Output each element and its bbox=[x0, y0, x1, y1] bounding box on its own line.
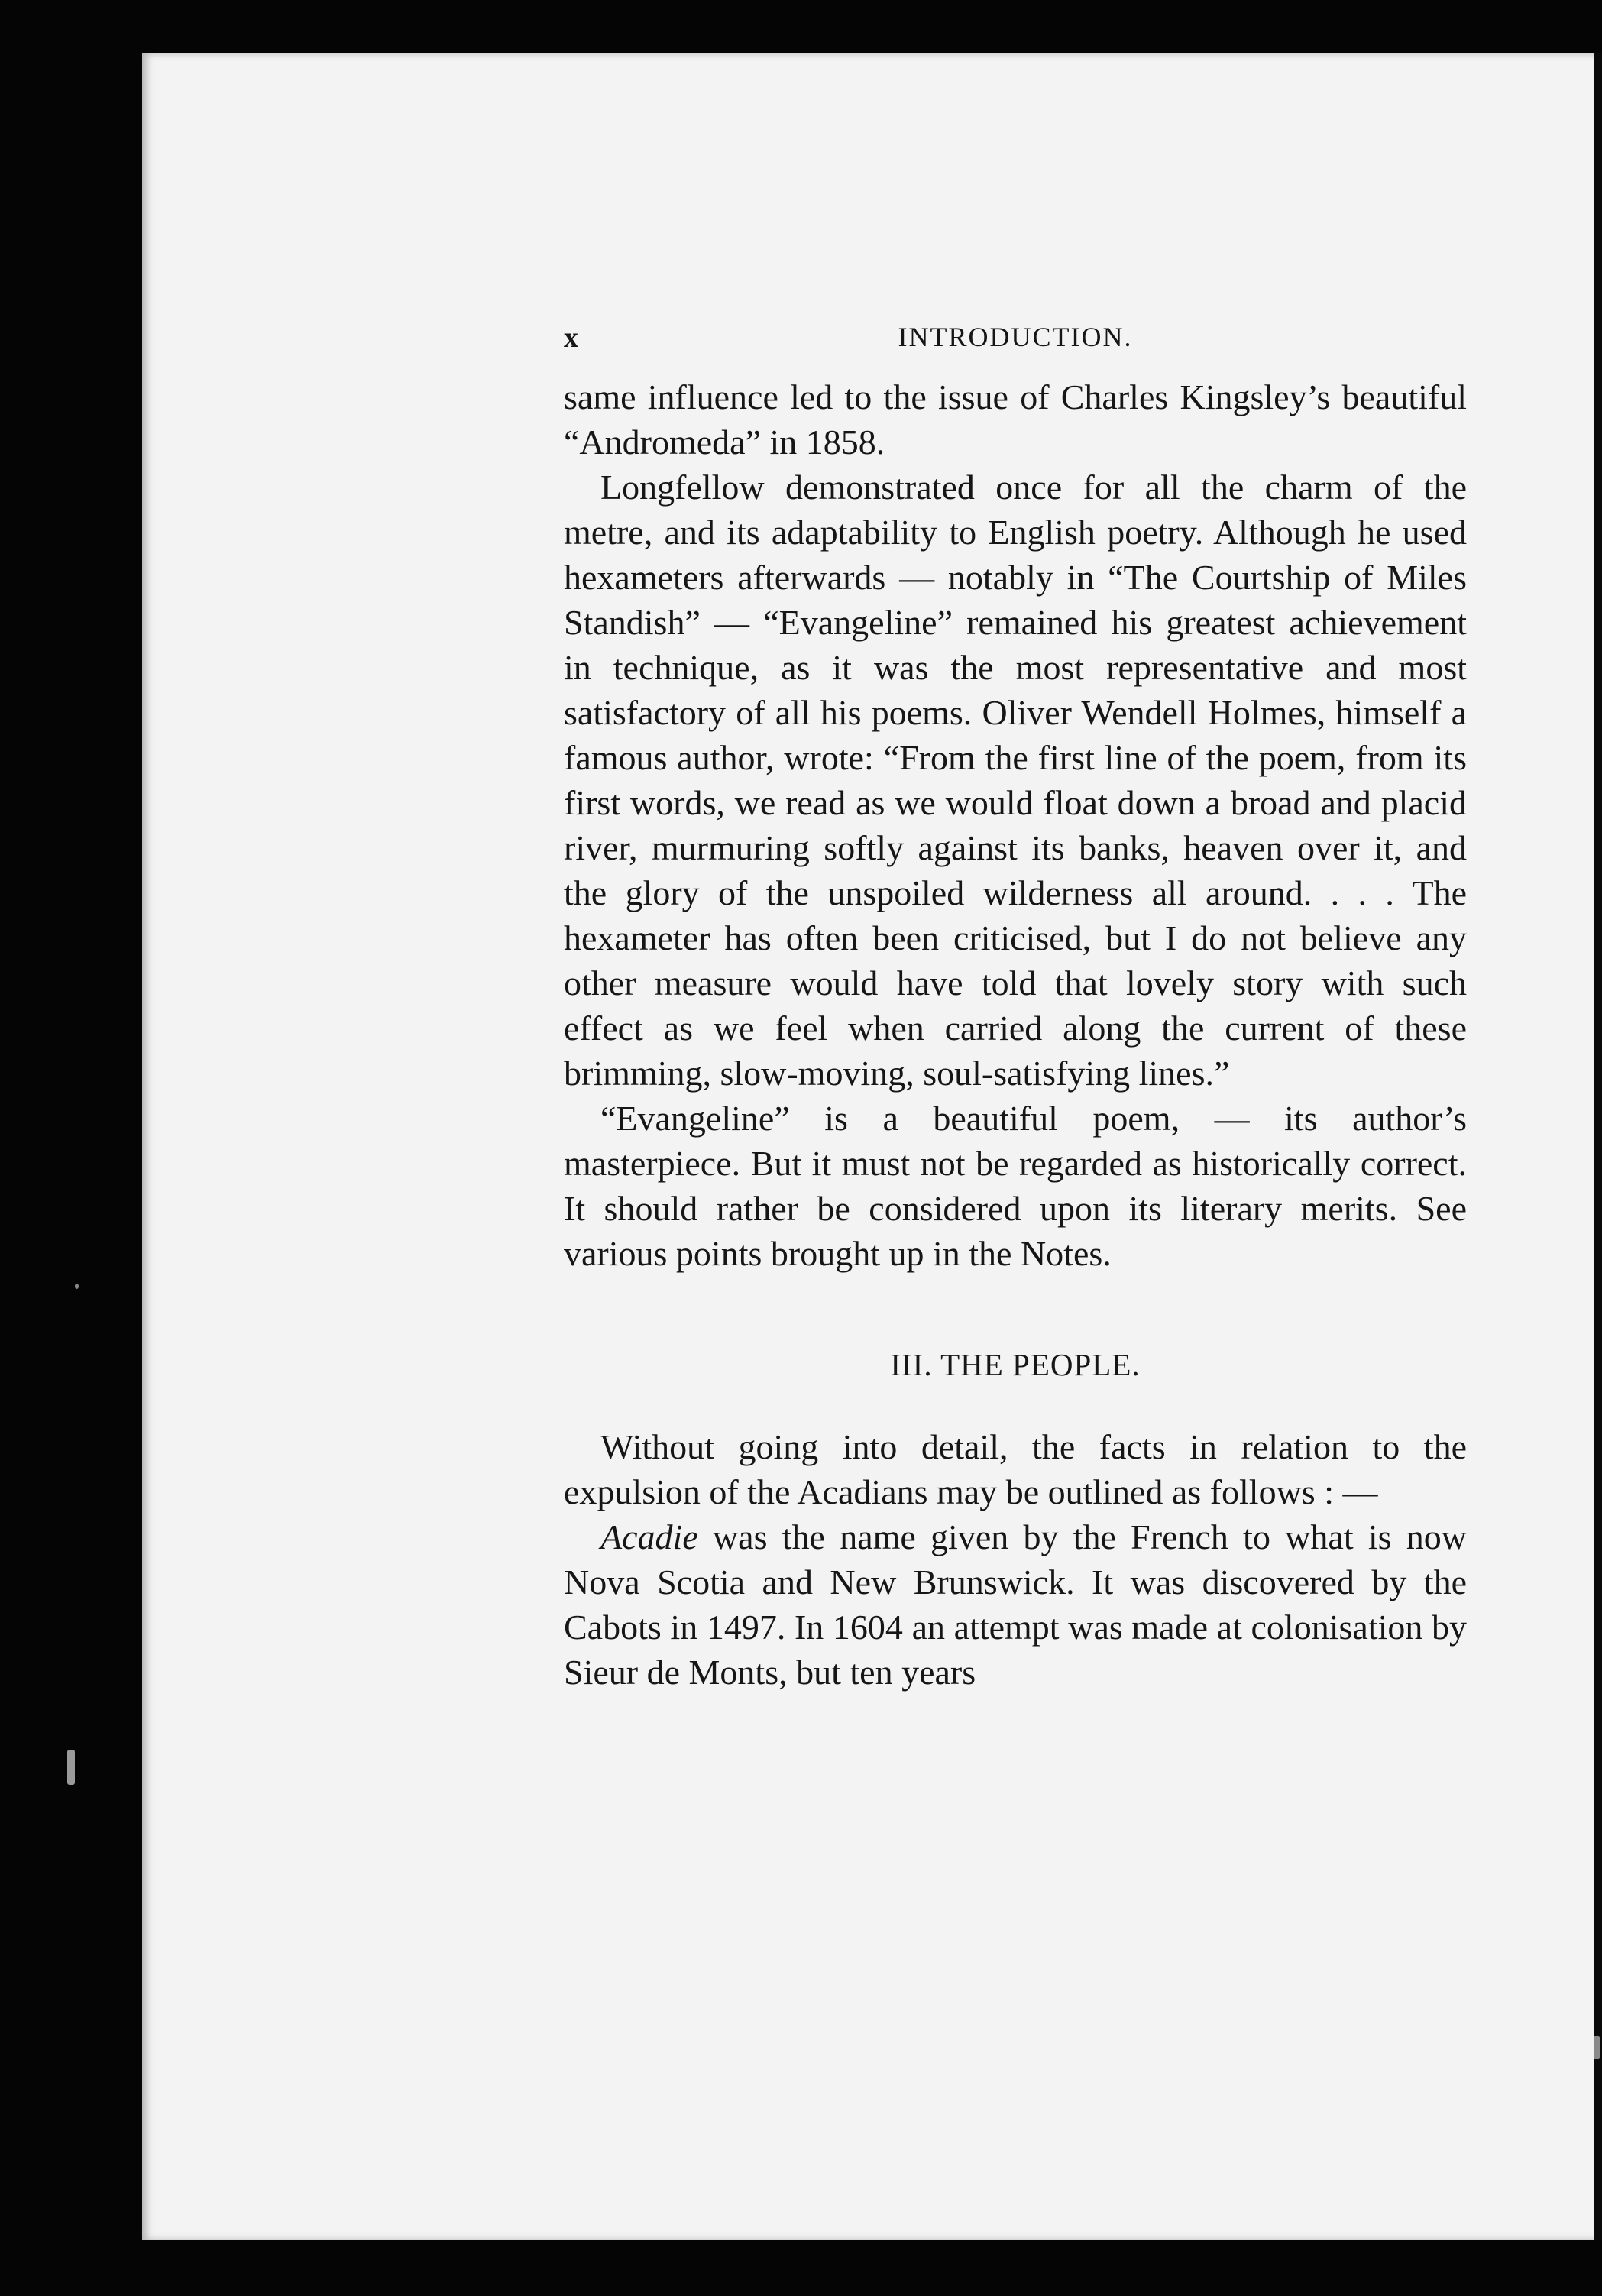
running-head-title: INTRODUCTION. bbox=[898, 322, 1133, 352]
scan-speck bbox=[75, 1284, 79, 1289]
page-right-edge bbox=[1594, 53, 1602, 2240]
paragraph-continuation: same influence led to the issue of Charles Kingsley’s beautiful “Andromeda” in 1858. bbox=[564, 377, 1467, 461]
page-text-block bbox=[564, 321, 1467, 1695]
page-number: x bbox=[564, 322, 580, 354]
paragraph-evangeline: “Evangeline” is a beautiful poem, — its author’s masterpiece. But it must not be regarded as historically correct. It should rather be considered upon its literary merits. See various points brought up in the Notes. bbox=[564, 1099, 1467, 1273]
running-head bbox=[564, 321, 1467, 374]
paragraph-acadie bbox=[564, 1514, 1467, 1695]
paragraph-acadie-text: was the name given by the French to what is now Nova Scotia and New Brunswick. It was discovered by the Cabots in 1497. In 1604 an attempt was made at colonisation by Sieur de Monts, but ten years bbox=[564, 1517, 1467, 1692]
italic-term-acadie: Acadie bbox=[600, 1517, 698, 1556]
scan-speck bbox=[67, 1750, 75, 1785]
section-heading: III. THE PEOPLE. bbox=[890, 1347, 1141, 1382]
scan-speck bbox=[1594, 2036, 1600, 2059]
paragraph-expulsion: Without going into detail, the facts in relation to the expulsion of the Acadians may be outlined as follows : — bbox=[564, 1427, 1467, 1511]
paragraph-longfellow: Longfellow demonstrated once for all the charm of the metre, and its adaptability to English poetry. Although he used hexameters afterwards — notably in “The Courtship of Miles Standish” — “Evangeline” remained his greatest achievement in technique, as it was the most representative and most satisfactory of all his poems. Oliver Wendell Holmes, himself a famous author, wrote: “From the first line of the poem, from its first words, we read as we would float down a broad and placid river, murmuring softly against its banks, heaven over it, and the glory of the unspoiled wilderness all around. . . . The hexameter has often been criticised, but I do not believe any other measure would have told that lovely story with such effect as we feel when carried along the current of these brimming, slow-moving, soul-satisfying lines.” bbox=[564, 468, 1467, 1093]
